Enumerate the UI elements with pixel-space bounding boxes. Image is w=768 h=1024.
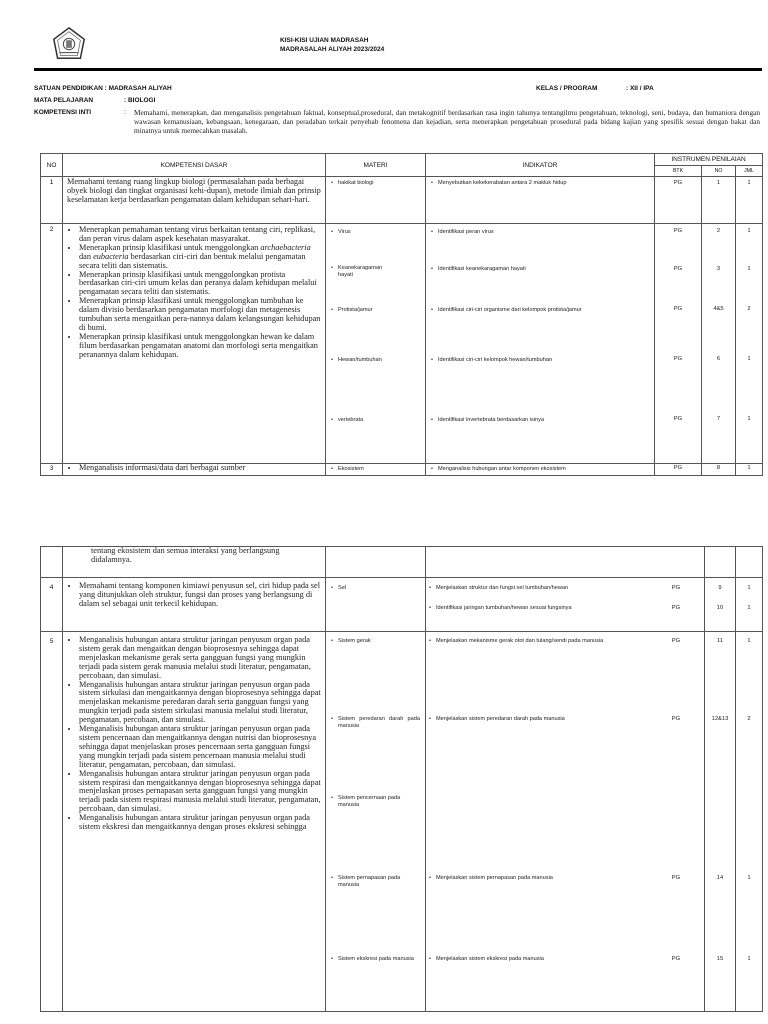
materi-text: • Hewan/tumbuhan [338,357,422,364]
jml-cell [736,224,763,464]
btk-value: PG [673,306,683,312]
indikator-text: • Identifikasi peran virus [438,229,652,236]
table-row [41,632,763,1012]
nomor-value: 11 [716,638,724,644]
table-row [41,547,763,578]
indikator-cell [426,177,655,224]
materi-cell [326,224,426,464]
materi-text: • Sistem pernapasan pada manusia [338,875,420,889]
kd-text: tentang ekosistem dan semua interaksi yang berlangsung didalamnya. [91,546,280,564]
kd-item: • Menganalisis informasi/data dari berbagai sumber [79,464,322,473]
kd-item-italic: eubacteria [93,251,129,261]
materi-cell [326,464,426,476]
indikator-cell [426,578,705,632]
indikator-text: • Menyebutkan kekekerabatan antara 2 makluk hidup [438,180,652,187]
jml-value: 2 [747,306,751,312]
btk-cell: PG [655,177,702,224]
materi-text: • Sistem gerak [338,638,420,645]
kd-item: • Menganalisis hubungan antara struktur jaringan penyusun organ pada sistem sirkulasi dan mengaitkannya dengan bioprosesnya sehingga dapat menjelaskan mekanisme peredaran darah serta gangguan fungsi yang mungkin terjadi pada sistem sirkulasi manusia melalui studi literatur, pengamatan, percobaan, dan simulasi. [79,681,322,726]
jml-value: 2 [747,716,751,722]
kd-item: • Menerapkan prinsip klasifikasi untuk menggolongkan tumbuhan ke dalam divisio berdasarkan pengamatan morfologi dan metagenesis tumbuhan serta mengaitkan pera-nannya dalam kelangsungan kehidupan di bumi. [79,297,322,333]
satuan-pendidikan: SATUAN PENDIDIKAN : MADRASAH ALIYAH [34,85,172,92]
kompetensi-inti-colon: : [124,109,126,116]
jml-value: 1 [747,605,751,611]
nomor-value: 3 [716,266,721,272]
kompetensi-dasar-cell [63,547,326,578]
materi-text: • Sistem ekskresi pada manusia [338,956,420,963]
btk-value: PG [673,266,683,272]
indikator-text: • Identifikasi invertebrata berdasarkan isinya [438,417,652,424]
row-number: 1 [41,177,63,224]
jml-cell: 1 [736,464,763,476]
indikator-cell [426,547,705,578]
btk-cell [655,224,702,464]
nomor-value: 14 [716,875,724,881]
btk-value: PG [671,956,681,962]
indikator-cell [426,224,655,464]
jml-value: 1 [747,875,751,881]
materi-text: • vertebrata [338,417,422,424]
madrasah-logo-icon [50,26,88,64]
jml-value: 1 [747,638,751,644]
jml-value: 1 [747,228,751,234]
row-number: 5 [41,632,63,1012]
mata-pelajaran-value: : BIOLOGI [124,97,156,104]
btk-value: PG [673,228,683,234]
nomor-cell [705,547,736,578]
header-nomor: NO [702,166,736,177]
jml-value: 1 [747,585,751,591]
kd-item: • Menganalisis hubungan antara struktur jaringan penyusun organ pada sistem pencernaan dan mengaitkannya dengan nutrisi dan bioprosesnya sehingga dapat menjelaskan proses pencernaan serta gangguan fungsi yang mungkin terjadi pada sistem pencernaan manusia melalui studi literatur, pengamatan, percobaan, dan simulasi. [79,725,322,770]
row-number: 4 [41,578,63,632]
row-number: 3 [41,464,63,476]
nomor-cell: 1 [702,177,736,224]
header-no: NO [41,154,63,177]
jml-cell [736,632,763,1012]
materi-text: • Ekosistem [338,466,422,473]
btk-value: PG [671,585,681,591]
jml-value: 1 [747,356,751,362]
kd-item: • Menerapkan prinsip klasifikasi untuk menggolongkan protista berdasarkan ciri-ciri umum kelas dan peranya dalam kehidupan melalui pengamatan secara teliti dan sistematis. [79,271,322,298]
materi-text: • Virus [338,229,422,236]
table-row [41,578,763,632]
nomor-value: 7 [716,416,721,422]
indikator-text: • Identifikasi ciri-ciri kelompok hewan/tumbuhan [438,357,652,364]
kompetensi-dasar-cell [63,632,326,1012]
kd-item: • Menerapkan pemahaman tentang virus berkaitan tentang ciri, replikasi, dan peran virus dalam aspek kesehatan masyarakat. [79,226,322,244]
materi-text: • Sistem pencernaan pada manusia [338,795,420,809]
kd-item [79,244,322,271]
header-jml: JML [736,166,763,177]
table-row [41,177,763,224]
header-btk: BTK [655,166,702,177]
materi-cell [326,578,426,632]
btk-value: PG [671,605,681,611]
indikator-cell [426,464,655,476]
table-row [41,224,763,464]
kelas-value: : XII / IPA [626,85,654,92]
kd-item: • Menganalisis hubungan antara struktur jaringan penyusun organ pada sistem respirasi dan mengaitkannya dengan bioprosesnya sehingga dapat menjelaskan proses pernapasan serta gangguan fungsi yang mungkin terjadi pada sistem respirasi manusia melalui studi literatur, pengamatan, percobaan, dan simulasi. [79,770,322,815]
indikator-text: • Menganalisis hubungan antar komponen ekosistem [438,466,652,473]
kompetensi-dasar-cell [63,578,326,632]
materi-text: • Keanekaragaman hayati [338,265,398,279]
btk-value: PG [671,875,681,881]
indikator-text: • Menjelaskan mekanisme gerak otot dan tulang/sendi pada manusia [436,638,646,645]
materi-text: • Sistem peredaran darah pada manusia [338,716,420,730]
nomor-cell: 8 [702,464,736,476]
kd-item: • Menerapkan prinsip klasifikasi untuk menggolongkan hewan ke dalam filum berdasarkan pengamatan anatomi dan morfologi serta mengaitkan peranannya dalam kehidupan. [79,333,322,360]
nomor-value: 9 [718,585,722,591]
nomor-cell [705,578,736,632]
mata-pelajaran-label: MATA PELAJARAN [34,97,94,104]
materi-cell [326,547,426,578]
kompetensi-dasar-cell [63,464,326,476]
kompetensi-inti-text: Memahami, menerapkan, dan menganalisis pengetahuan faktual, konseptual,prosedural, dan metakognitif berdasarkan rasa ingin tahunya tentangilmu pengetahuan, teknologi, seni, budaya, dan humaniora dengan wawasan kemanusiaan, kebangsaan, kenegaraan, dan peradaban terkait penyebab fenomena dan kejadian, serta menerapkan pengetahuan prosedural pada bidang kajian yang spesifik sesuai dengan bakat dan minatnya untuk memecahkan masalah. [134,108,760,136]
document-title [280,36,600,54]
header-kompetensi-dasar: KOMPETENSI DASAR [63,154,326,177]
header-rule [34,68,762,71]
indikator-text: • Identifikasi jaringan tumbuhan/hewan sesuai fungsinya [436,605,636,612]
kompetensi-dasar-cell [63,224,326,464]
indikator-text: • Identifikasi ciri-ciri organisme dari kelompok protista/jamur [438,307,652,314]
nomor-cell [702,224,736,464]
nomor-value: 10 [716,605,724,611]
row-number: 2 [41,224,63,464]
kd-item: • Menganalisis hubungan antara struktur jaringan penyusun organ pada sistem gerak dan mengaitkan dengan bioprosesnya sehingga dapat menjelaskan mekanisme gerak serta gangguan fungsi yang mungkin terjadi pada sistem gerak manusia melalui studi literatur, pengamatan, percobaan, dan simulasi. [79,636,322,681]
nomor-value: 4&5 [713,306,724,312]
jml-cell: 1 [736,177,763,224]
nomor-value: 12&13 [711,716,729,722]
nomor-value: 15 [716,956,724,962]
materi-text: • Sel [338,585,422,592]
materi-text: • hakikat biologi [338,180,422,187]
title-line-2: MADRASALAH ALIYAH 2023/2024 [280,46,385,53]
kd-item: • Memahami tentang komponen kimiawi penyusun sel, ciri hidup pada sel yang ditunjukkan oleh struktur, fungsi dan proses yang berlangsung di dalam sel sebagai unit terkecil kehidupan. [79,582,322,609]
header-instrumen-penilaian: INSTRUMEN PENILAIAN [655,154,763,166]
kisi-kisi-table-page-1 [40,153,763,476]
nomor-value: 2 [716,228,721,234]
table-row [41,464,763,476]
kompetensi-inti-label: KOMPETENSI INTI [34,109,92,116]
indikator-text: • Identifikasi keanekaragaman hayati [438,266,652,273]
kd-item: • Menganalisis hubungan antara struktur jaringan penyusun organ pada sistem ekskresi dan mengaitkannya dengan proses ekskresi sehingga [79,814,322,832]
kelas-label: KELAS / PROGRAM [536,85,598,92]
nomor-cell [705,632,736,1012]
kd-item-italic: archaebacteria [260,242,311,252]
materi-cell [326,632,426,1012]
jml-cell [736,578,763,632]
kd-item-text: dan [79,251,94,261]
btk-value: PG [673,416,683,422]
kd-text: Memahami tentang ruang lingkup biologi (permasalahan pada berbagai obyek biologi dan tingkat organisasi kehi-dupan), metode ilmiah dan prinsip keselamatan kerja berdasarkan pengamatan dalam kehidupan sehari-hari. [67,177,321,204]
jml-value: 1 [747,956,751,962]
row-number [41,547,63,578]
kd-item-text: Menerapkan prinsip klasifikasi untuk menggolongkan [79,242,261,252]
indikator-text: • Menjelaskan sistem peredaran darah pada manusia [436,716,646,723]
header-indikator: INDIKATOR [426,154,655,177]
kd-item-text: berdasarkan ciri-ciri dan bentuk melalui pengamatan secara teliti dan sistematis. [79,251,306,270]
indikator-text: • Menjelaskan struktur dan fungsi sel tumbuhan/hewan [436,585,636,592]
header-materi: MATERI [326,154,426,177]
btk-value: PG [671,638,681,644]
materi-cell [326,177,426,224]
indikator-text: • Menjelaskan sistem pernapasan pada manusia [436,875,646,882]
kompetensi-dasar-cell [63,177,326,224]
jml-cell [736,547,763,578]
btk-value: PG [673,356,683,362]
title-line-1: KISI-KISI UJIAN MADRASAH [280,37,369,44]
kisi-kisi-table-page-2 [40,546,763,1012]
btk-value: PG [671,716,681,722]
jml-value: 1 [747,416,751,422]
jml-value: 1 [747,266,751,272]
indikator-text: • Menjelaskan sistem ekskresi pada manusia [436,956,646,963]
btk-cell: PG [655,464,702,476]
materi-text: • Protista/jamur [338,307,422,314]
indikator-cell [426,632,705,1012]
nomor-value: 6 [716,356,721,362]
